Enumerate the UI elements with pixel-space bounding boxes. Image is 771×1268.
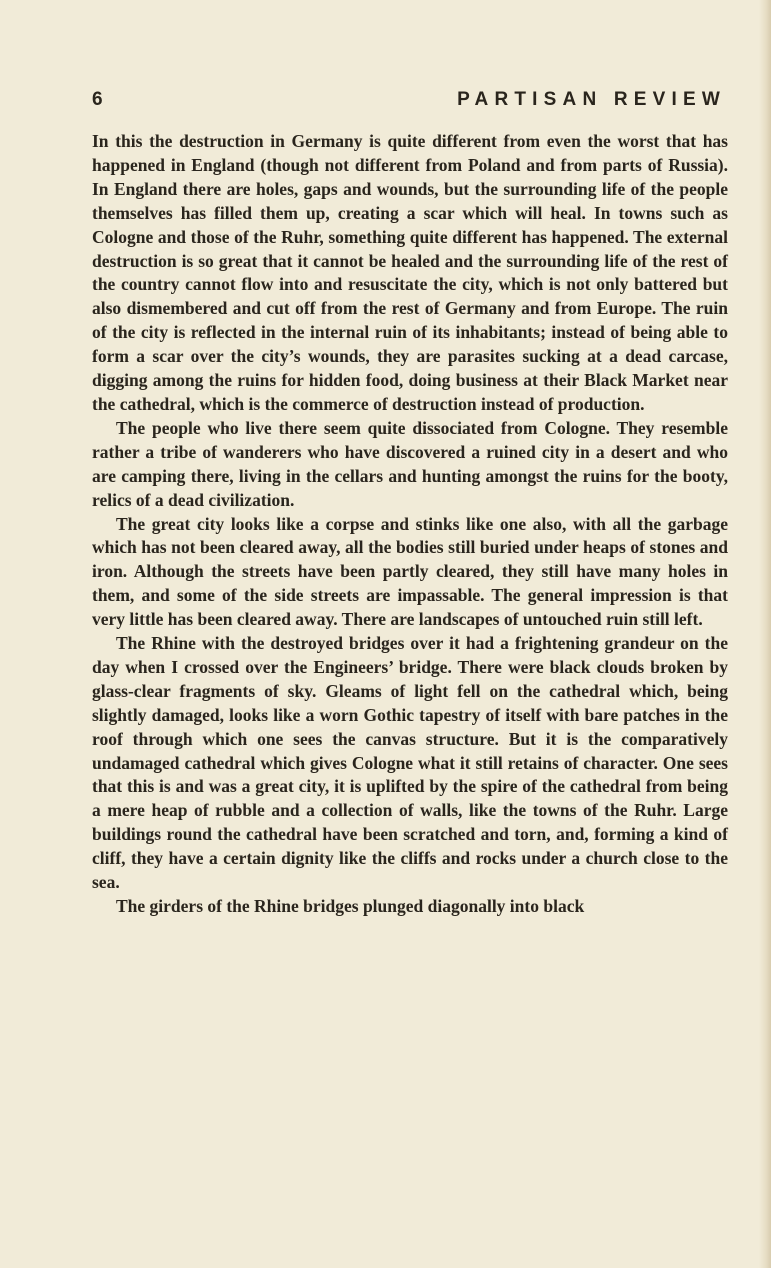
page-number: 6 [92,89,103,110]
page-edge-shadow [759,0,771,1268]
paragraph: The girders of the Rhine bridges plunged diagonally into black [116,896,585,916]
running-head [92,86,728,114]
paragraph: The Rhine with the destroyed bridges over it had a frightening grandeur on the day when I crossed over the Engineers’ bridge. There were black clouds broken by glass-clear fragments of sky. Gleams of light fell on the cathedral which, being slightly damaged, looks like a worn Gothic tapestry of itself with bare patches in the roof through which one sees the canvas structure. But it is the comparatively undamaged cathedral which gives Cologne what it still retains of character. One sees that this is and was a great city, it is uplifted by the spire of the cathedral from being a mere heap of rubble and a collection of walls, like the towns of the Ruhr. Large buildings round the cathedral have been scratched and torn, and, forming a kind of cliff, they have a certain dignity like the cliffs and rocks under a church close to the sea. [92,633,728,893]
paragraph: In this the destruction in Germany is quite different from even the worst that has happened in England (though not different from Poland and from parts of Russia). In England there are holes, gaps and wounds, but the surrounding life of the people themselves has filled them up, creating a scar which will heal. In towns such as Cologne and those of the Ruhr, something quite different has happened. The external destruction is so great that it cannot be healed and the surrounding life of the rest of the country cannot flow into and resuscitate the city, which is not only battered but also dismembered and cut off from the rest of Germany and from Europe. The ruin of the city is reflected in the internal ruin of its inhabitants; instead of being able to form a scar over the city’s wounds, they are parasites sucking at a dead carcase, digging among the ruins for hidden food, doing business at their Black Market near the cathedral, which is the commerce of destruction instead of production. [92,131,728,414]
body-text [92,130,728,919]
journal-title: PARTISAN REVIEW [457,89,726,110]
paragraph: The people who live there seem quite dissociated from Cologne. They resemble rather a tribe of wanderers who have discovered a ruined city in a desert and who are camping there, living in the cellars and hunting amongst the ruins for the booty, relics of a dead civilization. [92,417,728,510]
paragraph: The great city looks like a corpse and stinks like one also, with all the garbage which has not been cleared away, all the bodies still buried under heaps of stones and iron. Although the streets have been partly cleared, they still have many holes in them, and some of the side streets are impassable. The general impression is that very little has been cleared away. There are landscapes of untouched ruin still left. [92,513,728,630]
